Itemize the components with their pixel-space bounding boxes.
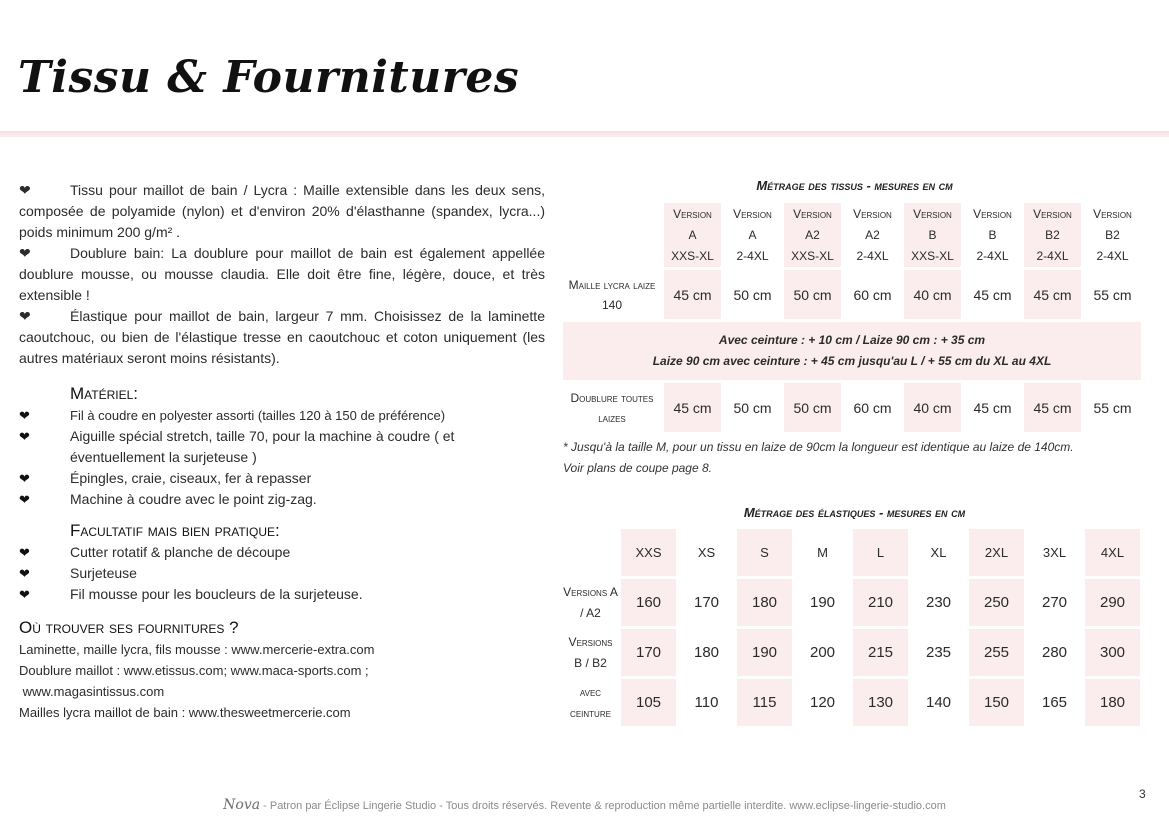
table-cell: 215	[853, 629, 908, 676]
table-cell: 50 cm	[733, 399, 772, 416]
version-letter: B2	[1045, 227, 1060, 242]
row-label: Versions A / A2	[563, 584, 618, 620]
elastic-table	[560, 526, 1143, 729]
footer-text: - Patron par Éclipse Lingerie Studio - Tous droits réservés. Revente & reproduction même partielle interdite. www.eclipse-lingerie-studio.com	[260, 800, 946, 812]
footer	[0, 797, 1169, 813]
heart-icon: ❤	[19, 182, 31, 198]
version-header	[964, 203, 1021, 267]
note-cell	[563, 322, 1141, 380]
table-cell: 270	[1041, 594, 1068, 611]
elastic-row	[563, 629, 1140, 676]
fabric-table-caption: Métrage des tissus - mesures en cm	[756, 178, 953, 193]
table-cell: 300	[1085, 629, 1140, 676]
where-line: Mailles lycra maillot de bain : www.thesweetmercerie.com	[19, 705, 351, 720]
supplies-section	[19, 180, 545, 723]
table-cell: 180	[1085, 679, 1140, 726]
table-cell: 170	[693, 594, 720, 611]
table-cell: 190	[809, 594, 836, 611]
table-cell: 115	[737, 679, 792, 726]
item-text: Épingles, craie, ciseaux, fer à repasser	[70, 470, 312, 486]
intro-item	[19, 306, 545, 369]
list-item	[19, 468, 545, 489]
version-word: Version	[793, 206, 832, 221]
page-title: Tissu & Fournitures	[18, 52, 520, 103]
table-cell: 250	[969, 579, 1024, 626]
table-cell: 180	[693, 644, 720, 661]
version-word: Version	[913, 206, 952, 221]
version-header	[1084, 203, 1141, 267]
version-word: Version	[973, 206, 1012, 221]
table-cell: 120	[809, 694, 836, 711]
size-range: XXS-XL	[671, 248, 714, 263]
version-header	[904, 203, 961, 267]
list-item	[19, 489, 545, 510]
table-cell: 45 cm	[664, 383, 721, 432]
version-letter: A	[688, 227, 697, 242]
facultatif-heading: Facultatif mais bien pratique:	[70, 521, 280, 540]
heart-icon: ❤	[19, 566, 30, 581]
elastic-row	[563, 579, 1140, 626]
version-letter: B2	[1105, 227, 1120, 242]
table-cell: 170	[621, 629, 676, 676]
table-cell: 235	[925, 644, 952, 661]
table-cell: 200	[809, 644, 836, 661]
heart-icon: ❤	[19, 492, 30, 507]
where-line: Laminette, maille lycra, fils mousse : www.mercerie-extra.com	[19, 642, 375, 657]
heart-icon: ❤	[19, 408, 30, 423]
intro-item	[19, 180, 545, 243]
heart-icon: ❤	[19, 245, 31, 261]
where-heading: Où trouver ses fournitures ?	[19, 618, 239, 637]
item-text: Machine à coudre avec le point zig-zag.	[70, 491, 317, 507]
table-cell: 60 cm	[853, 286, 892, 303]
where-line: www.magasintissus.com	[19, 684, 165, 699]
list-item	[19, 426, 545, 468]
version-word: Version	[1033, 206, 1072, 221]
item-text: Fil à coudre en polyester assorti (tailles 120 à 150 de préférence)	[70, 408, 446, 423]
version-letter: B	[928, 227, 937, 242]
intro-text: Tissu pour maillot de bain / Lycra : Maille extensible dans les deux sens, composée de polyamide (nylon) et d'environ 20% d'élasthanne (spandex, lycra...) poids minimum 200 g/m² .	[19, 182, 545, 240]
size-range: 2-4XL	[1096, 248, 1129, 263]
table-cell: 55 cm	[1093, 286, 1132, 303]
table-cell: 255	[969, 629, 1024, 676]
table-cell: 110	[694, 694, 719, 711]
table-cell: 60 cm	[853, 399, 892, 416]
table-cell: 45 cm	[973, 399, 1012, 416]
size-header: 2XL	[969, 529, 1024, 576]
elastic-row	[563, 679, 1140, 726]
table-cell: 50 cm	[733, 286, 772, 303]
table-cell: 190	[737, 629, 792, 676]
size-header: XL	[930, 545, 947, 560]
size-range: XXS-XL	[791, 248, 834, 263]
table-cell: 105	[621, 679, 676, 726]
size-range: XXS-XL	[911, 248, 954, 263]
table-cell: 160	[621, 579, 676, 626]
table-cell: 50 cm	[784, 270, 841, 319]
where-line: Doublure maillot : www.etissus.com; www.maca-sports.com ;	[19, 663, 369, 678]
empty-cell	[563, 529, 618, 576]
page-number: 3	[1139, 787, 1146, 801]
fabric-header-row	[563, 203, 1141, 267]
size-header: 4XL	[1085, 529, 1140, 576]
table-cell: 165	[1041, 694, 1068, 711]
brand-mark: Nova	[223, 797, 261, 813]
heart-icon: ❤	[19, 587, 30, 602]
size-range: 2-4XL	[976, 248, 1009, 263]
tables-section	[563, 178, 1146, 729]
heart-icon: ❤	[19, 471, 30, 486]
empty-cell	[563, 203, 661, 267]
materiel-list	[19, 405, 545, 510]
lycra-row	[563, 270, 1141, 319]
note-row	[563, 322, 1141, 380]
table-cell: 230	[925, 594, 952, 611]
item-text: Cutter rotatif & planche de découpe	[70, 544, 291, 560]
heart-icon: ❤	[19, 308, 31, 324]
table-cell: 40 cm	[904, 383, 961, 432]
table-cell: 45 cm	[1024, 270, 1081, 319]
table-cell: 55 cm	[1093, 399, 1132, 416]
row-label: Versions B / B2	[568, 634, 613, 670]
version-header	[724, 203, 781, 267]
table-cell: 50 cm	[784, 383, 841, 432]
heart-icon: ❤	[19, 429, 30, 444]
version-word: Version	[673, 206, 712, 221]
table-cell: 290	[1085, 579, 1140, 626]
fabric-table	[560, 200, 1144, 435]
note-line: Laize 90 cm avec ceinture : + 45 cm jusqu'au L / + 55 cm du XL au 4XL	[652, 354, 1052, 368]
list-item	[19, 584, 545, 605]
version-header	[784, 203, 841, 267]
title-underline-band	[0, 131, 1169, 137]
version-word: Version	[733, 206, 772, 221]
version-header	[844, 203, 901, 267]
size-header: XS	[697, 545, 716, 560]
table-cell: 45 cm	[973, 286, 1012, 303]
table-cell: 45 cm	[1024, 383, 1081, 432]
table-cell: 130	[853, 679, 908, 726]
fabric-footnote: * Jusqu'à la taille M, pour un tissu en laize de 90cm la longueur est identique au laize de 140cm.	[563, 440, 1074, 454]
table-cell: 210	[853, 579, 908, 626]
version-word: Version	[853, 206, 892, 221]
facultatif-list	[19, 542, 545, 605]
version-letter: A	[748, 227, 757, 242]
size-header: S	[737, 529, 792, 576]
version-header	[1024, 203, 1081, 267]
intro-text: Élastique pour maillot de bain, largeur 7 mm. Choisissez de la laminette caoutchouc, ou bien de l'élastique tresse en caoutchouc et coton uniquement (les autres matériaux seront moins résistants).	[19, 308, 545, 366]
size-range: 2-4XL	[856, 248, 889, 263]
table-cell: 180	[737, 579, 792, 626]
materiel-heading: Matériel:	[70, 384, 139, 403]
table-cell: 40 cm	[904, 270, 961, 319]
intro-item	[19, 243, 545, 306]
heart-icon: ❤	[19, 545, 30, 560]
item-text: Surjeteuse	[70, 565, 137, 581]
size-header: L	[853, 529, 908, 576]
row-label: avec ceinture	[570, 684, 611, 720]
size-header: XXS	[621, 529, 676, 576]
version-header	[664, 203, 721, 267]
item-text: Fil mousse pour les boucleurs de la surjeteuse.	[70, 586, 363, 602]
version-letter: A2	[805, 227, 820, 242]
item-text: Aiguille spécial stretch, taille 70, pour la machine à coudre ( et éventuellement la surjeteuse )	[70, 428, 455, 465]
version-letter: A2	[865, 227, 880, 242]
row-label: Doublure toutes laizes	[570, 390, 654, 425]
table-cell: 150	[969, 679, 1024, 726]
size-header: M	[817, 545, 828, 560]
version-letter: B	[988, 227, 997, 242]
size-range: 2-4XL	[1036, 248, 1069, 263]
size-range: 2-4XL	[736, 248, 769, 263]
list-item	[19, 405, 545, 426]
list-item	[19, 542, 545, 563]
table-cell: 280	[1041, 644, 1068, 661]
list-item	[19, 563, 545, 584]
version-word: Version	[1093, 206, 1132, 221]
table-cell: 140	[925, 694, 952, 711]
size-header-row	[563, 529, 1140, 576]
lining-row	[563, 383, 1141, 432]
table-cell: 45 cm	[664, 270, 721, 319]
fabric-footnote: Voir plans de coupe page 8.	[563, 461, 712, 475]
note-line: Avec ceinture : + 10 cm / Laize 90 cm : + 35 cm	[718, 333, 986, 347]
size-header: 3XL	[1042, 545, 1067, 560]
elastic-table-caption: Métrage des élastiques - mesures en cm	[743, 505, 966, 520]
intro-text: Doublure bain: La doublure pour maillot de bain est également appellée doublure mousse, ou mousse claudia. Elle doit être fine, légère, douce, et très extensible !	[19, 245, 545, 303]
row-label: Maille lycra laize 140	[568, 277, 656, 312]
